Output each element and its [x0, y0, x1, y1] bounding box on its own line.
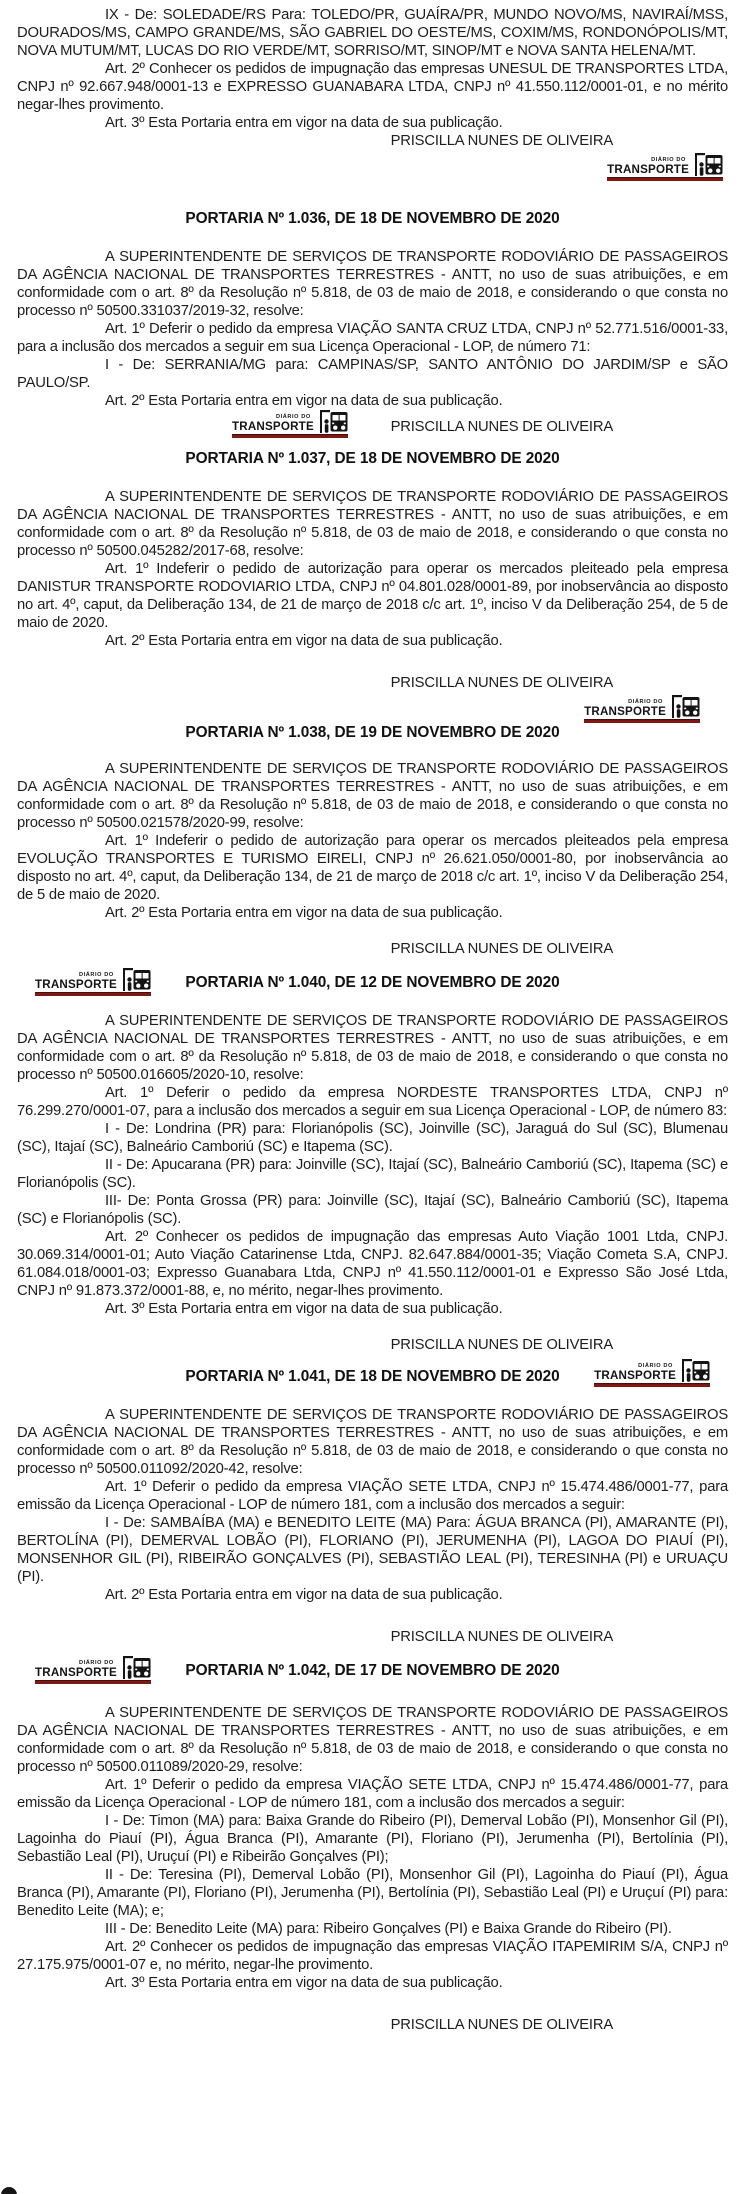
signature-row — [17, 132, 728, 150]
signature-name: PRISCILLA NUNES DE OLIVEIRA — [390, 2017, 613, 2033]
logo-main-text: TRANSPORTE — [607, 163, 689, 177]
logo-main-text: TRANSPORTE — [35, 1666, 117, 1680]
logo-underline — [35, 992, 151, 996]
diario-do-transporte-logo — [607, 152, 723, 181]
logo-small-text: DIÁRIO DO — [78, 1659, 114, 1666]
signature-row — [17, 1336, 728, 1354]
partial-logo-mark — [1, 2187, 17, 2194]
logo-underline — [607, 177, 723, 181]
signature-row — [17, 674, 728, 692]
portaria-continuation — [17, 6, 728, 182]
portaria-section-1040 — [17, 971, 728, 1354]
diario-do-transporte-logo — [35, 1655, 151, 1684]
logo-small-text: DIÁRIO DO — [638, 1362, 673, 1369]
body-paragraph: Art. 2º Esta Portaria entra em vigor na data de sua publicação. — [105, 905, 503, 921]
diario-do-transporte-logo — [584, 694, 700, 723]
diario-do-transporte-logo — [232, 409, 348, 438]
logo-small-text: DIÁRIO DO — [651, 156, 686, 163]
portaria-title: PORTARIA Nº 1.037, DE 18 DE NOVEMBRO DE 2020 — [185, 450, 560, 467]
body-paragraph: Art. 1º Deferir o pedido da empresa VIAÇÃO SETE LTDA, CNPJ nº 15.474.486/0001-77, para emissão da Licença Operacional - LOP de número 181, com a inclusão dos mercados a seguir: — [17, 1777, 728, 1811]
signature-row — [17, 413, 728, 436]
body-paragraph: A SUPERINTENDENTE DE SERVIÇOS DE TRANSPORTE RODOVIÁRIO DE PASSAGEIROS DA AGÊNCIA NACIONAL DE TRANSPORTES TERRESTRES - ANTT, no uso de suas atribuições, e em conformidade com o art. 8º da Resolução nº 5.818, de 03 de maio de 2018, e considerando o que consta no processo nº 50500.021578/2020-99, resolve: — [17, 761, 728, 831]
body-paragraph: I - De: Londrina (PR) para: Florianópolis (SC), Joinville (SC), Jaraguá do Sul (SC), Blumenau (SC), Itajaí (SC), Balneário Camboriú (SC) e Itapema (SC). — [17, 1121, 728, 1155]
signature-row — [17, 1628, 728, 1646]
body-paragraph: Art. 3º Esta Portaria entra em vigor na data de sua publicação. — [105, 115, 503, 131]
body-paragraph: I - De: Timon (MA) para: Baixa Grande do Ribeiro (PI), Demerval Lobão (PI), Monsenhor Gil (PI), Lagoinha do Piauí (PI), Água Branca (PI), Amarante (PI), Floriano (PI), Jerumenha (PI), Bertolínia (PI), Sebastião Leal (PI), Uruçuí (PI) e Ribeirão Gonçalves (PI); — [17, 1813, 728, 1865]
portaria-section-1041 — [17, 1362, 728, 1646]
bus-stop-icon — [680, 1358, 710, 1382]
logo-row — [17, 694, 700, 724]
portaria-section-1036 — [17, 210, 728, 436]
bus-stop-icon — [121, 1655, 151, 1679]
body-paragraph: A SUPERINTENDENTE DE SERVIÇOS DE TRANSPORTE RODOVIÁRIO DE PASSAGEIROS DA AGÊNCIA NACIONAL DE TRANSPORTES TERRESTRES - ANTT, no uso de suas atribuições, e em conformidade com o art. 8º da Resolução nº 5.818, de 03 de maio de 2018, e considerando o que consta no processo nº 50500.011092/2020-42, resolve: — [17, 1407, 728, 1477]
signature-name: PRISCILLA NUNES DE OLIVEIRA — [390, 1337, 613, 1353]
signature-name: PRISCILLA NUNES DE OLIVEIRA — [390, 133, 613, 149]
portaria-title-row — [17, 971, 728, 992]
body-paragraph: A SUPERINTENDENTE DE SERVIÇOS DE TRANSPORTE RODOVIÁRIO DE PASSAGEIROS DA AGÊNCIA NACIONAL DE TRANSPORTES TERRESTRES - ANTT, no uso de suas atribuições, e em conformidade com o art. 8º da Resolução nº 5.818, de 03 de maio de 2018, e considerando o que consta no processo nº 50500.331037/2019-32, resolve: — [17, 249, 728, 319]
body-paragraph: Art. 2º Conhecer os pedidos de impugnação das empresas VIAÇÃO ITAPEMIRIM S/A, CNPJ nº 27.175.975/0001-07 e, no mérito, negar-lhe provimento. — [17, 1939, 728, 1973]
portaria-title: PORTARIA Nº 1.041, DE 18 DE NOVEMBRO DE 2020 — [185, 1368, 560, 1385]
body-paragraph: A SUPERINTENDENTE DE SERVIÇOS DE TRANSPORTE RODOVIÁRIO DE PASSAGEIROS DA AGÊNCIA NACIONAL DE TRANSPORTES TERRESTRES - ANTT, no uso de suas atribuições, e em conformidade com o art. 8º da Resolução nº 5.818, de 03 de maio de 2018, e considerando o que consta no processo nº 50500.011089/2020-29, resolve: — [17, 1705, 728, 1775]
signature-name: PRISCILLA NUNES DE OLIVEIRA — [390, 941, 613, 957]
logo-main-text: TRANSPORTE — [232, 420, 314, 434]
body-paragraph: Art. 3º Esta Portaria entra em vigor na data de sua publicação. — [105, 1301, 503, 1317]
body-paragraph: A SUPERINTENDENTE DE SERVIÇOS DE TRANSPORTE RODOVIÁRIO DE PASSAGEIROS DA AGÊNCIA NACIONAL DE TRANSPORTES TERRESTRES - ANTT, no uso de suas atribuições, e em conformidade com o art. 8º da Resolução nº 5.818, de 03 de maio de 2018, e considerando o que consta no processo nº 50500.045282/2017-68, resolve: — [17, 489, 728, 559]
logo-main-text: TRANSPORTE — [584, 705, 666, 719]
diario-do-transporte-logo — [35, 967, 151, 996]
bus-stop-icon — [670, 694, 700, 718]
portaria-title: PORTARIA Nº 1.042, DE 17 DE NOVEMBRO DE 2020 — [185, 1662, 560, 1679]
body-paragraph: II - De: Apucarana (PR) para: Joinville (SC), Itajaí (SC), Balneário Camboriú (SC), Itapema (SC) e Florianópolis (SC). — [17, 1157, 728, 1191]
body-paragraph: III - De: Benedito Leite (MA) para: Ribeiro Gonçalves (PI) e Baixa Grande do Ribeiro (PI). — [105, 1921, 672, 1937]
portaria-title-row — [17, 1362, 728, 1386]
logo-main-text: TRANSPORTE — [35, 978, 117, 992]
signature-name: PRISCILLA NUNES DE OLIVEIRA — [390, 419, 613, 435]
logo-small-text: DIÁRIO DO — [628, 698, 663, 705]
bus-stop-icon — [121, 967, 151, 991]
body-paragraph: Art. 2º Esta Portaria entra em vigor na data de sua publicação. — [105, 393, 503, 409]
logo-main-text: TRANSPORTE — [594, 1369, 676, 1383]
logo-underline — [232, 434, 348, 438]
logo-underline — [584, 719, 700, 723]
body-paragraph: Art. 2º Conhecer os pedidos de impugnação das empresas UNESUL DE TRANSPORTES LTDA, CNPJ nº 92.667.948/0001-13 e EXPRESSO GUANABARA LTDA, CNPJ nº 41.550.112/0001-01, e no mérito negar-lhes provimento. — [17, 61, 728, 113]
logo-small-text: DIÁRIO DO — [275, 413, 311, 420]
body-paragraph: Art. 1º Deferir o pedido da empresa VIAÇÃO SANTA CRUZ LTDA, CNPJ nº 52.771.516/0001-33, para a inclusão dos mercados a seguir em sua Licença Operacional - LOP, de número 71: — [17, 321, 728, 355]
logo-underline — [35, 1680, 151, 1684]
body-paragraph: Art. 1º Indeferir o pedido de autorização para operar os mercados pleiteado pela empresa DANISTUR TRANSPORTE RODOVIARIO LTDA, CNPJ nº 04.801.028/0001-89, por inobservância ao disposto no art. 4º, caput, da Deliberação 134, de 21 de março de 2018 c/c art. 1º, inciso V da Deliberação 254, de 5 de maio de 2020. — [17, 561, 728, 631]
body-paragraph: Art. 2º Esta Portaria entra em vigor na data de sua publicação. — [105, 633, 503, 649]
bus-stop-icon — [318, 409, 348, 433]
signature-name: PRISCILLA NUNES DE OLIVEIRA — [390, 675, 613, 691]
portaria-title: PORTARIA Nº 1.040, DE 12 DE NOVEMBRO DE 2020 — [185, 974, 560, 991]
logo-row — [17, 152, 723, 182]
portaria-section-1038 — [17, 724, 728, 958]
body-paragraph: IX - De: SOLEDADE/RS Para: TOLEDO/PR, GUAÍRA/PR, MUNDO NOVO/MS, NAVIRAÍ/MSS, DOURADOS/MS, CAMPO GRANDE/MS, SÃO GABRIEL DO OESTE/MS, COXIM/MS, RONDONÓPOLIS/MT, NOVA MUTUM/MT, LUCAS DO RIO VERDE/MT, SORRISO/MT, SINOP/MT e NOVA SANTA HELENA/MT. — [17, 7, 728, 59]
body-paragraph: A SUPERINTENDENTE DE SERVIÇOS DE TRANSPORTE RODOVIÁRIO DE PASSAGEIROS DA AGÊNCIA NACIONAL DE TRANSPORTES TERRESTRES - ANTT, no uso de suas atribuições, e em conformidade com o art. 8º da Resolução nº 5.818, de 03 de maio de 2018, e considerando o que consta no processo nº 50500.016605/2020-10, resolve: — [17, 1013, 728, 1083]
body-paragraph: Art. 1º Deferir o pedido da empresa VIAÇÃO SETE LTDA, CNPJ nº 15.474.486/0001-77, para emissão da Licença Operacional - LOP de número 181, com a inclusão dos mercados a seguir: — [17, 1479, 728, 1513]
body-paragraph: I - De: SERRANIA/MG para: CAMPINAS/SP, SANTO ANTÔNIO DO JARDIM/SP e SÃO PAULO/SP. — [17, 357, 728, 391]
body-paragraph: III- De: Ponta Grossa (PR) para: Joinville (SC), Itajaí (SC), Balneário Camboriú (SC), Itapema (SC) e Florianópolis (SC). — [17, 1193, 728, 1227]
body-paragraph: I - De: SAMBAÍBA (MA) e BENEDITO LEITE (MA) Para: ÁGUA BRANCA (PI), AMARANTE (PI), BERTOLÍNA (PI), DEMERVAL LOBÃO (PI), FLORIANO (PI), JERUMENHA (PI), LAGOA DO PIAUÍ (PI), MONSENHOR GIL (PI), RIBEIRÃO GONÇALVES (PI), SEBASTIÃO LEAL (PI), TERESINHA (PI) e URUAÇU (PI). — [17, 1515, 728, 1585]
body-paragraph: Art. 1º Deferir o pedido da empresa NORDESTE TRANSPORTES LTDA, CNPJ nº 76.299.270/0001-07, para a inclusão dos mercados a seguir em sua Licença Operacional - LOP, de número 83: — [17, 1085, 728, 1119]
portaria-section-1042 — [17, 1659, 728, 2034]
logo-small-text: DIÁRIO DO — [78, 971, 114, 978]
diario-do-transporte-logo — [594, 1358, 710, 1387]
body-paragraph: II - De: Teresina (PI), Demerval Lobão (PI), Monsenhor Gil (PI), Lagoinha do Piauí (PI), Água Branca (PI), Amarante (PI), Floriano (PI), Jerumenha (PI), Bertolínia (PI), Sebastião Leal (PI) e Uruçuí (PI) para: Benedito Leite (MA); e; — [17, 1867, 728, 1919]
bus-stop-icon — [693, 152, 723, 176]
portaria-title-row — [17, 1659, 728, 1680]
body-paragraph: Art. 3º Esta Portaria entra em vigor na data de sua publicação. — [105, 1975, 503, 1991]
body-paragraph: Art. 2º Conhecer os pedidos de impugnação das empresas Auto Viação 1001 Ltda, CNPJ. 30.069.314/0001-01; Auto Viação Catarinense Ltda, CNPJ. 82.647.884/0001-35; Viação Cometa S.A, CNPJ. 61.084.018/0001-03; Expresso Guanabara Ltda, CNPJ nº 41.550.112/0001-01 e Expresso São José Ltda, CNPJ nº 91.873.372/0001-88, e, no mérito, negar-lhes provimento. — [17, 1229, 728, 1299]
body-paragraph: Art. 2º Esta Portaria entra em vigor na data de sua publicação. — [105, 1587, 503, 1603]
portaria-title: PORTARIA Nº 1.038, DE 19 DE NOVEMBRO DE 2020 — [185, 724, 560, 741]
signature-name: PRISCILLA NUNES DE OLIVEIRA — [390, 1629, 613, 1645]
portaria-title: PORTARIA Nº 1.036, DE 18 DE NOVEMBRO DE 2020 — [185, 210, 560, 227]
body-paragraph: Art. 1º Indeferir o pedido de autorização para operar os mercados pleiteados pela empresa EVOLUÇÃO TRANSPORTES E TURISMO EIRELI, CNPJ nº 26.621.050/0001-80, por inobservância ao disposto no art. 4º, caput, da Deliberação 134, de 21 de março de 2018 c/c art. 1º, inciso V da Deliberação 254, de 5 de maio de 2020. — [17, 833, 728, 903]
signature-row — [17, 940, 728, 958]
portaria-section-1037 — [17, 450, 728, 724]
signature-row — [17, 2016, 728, 2034]
logo-underline — [594, 1383, 710, 1387]
